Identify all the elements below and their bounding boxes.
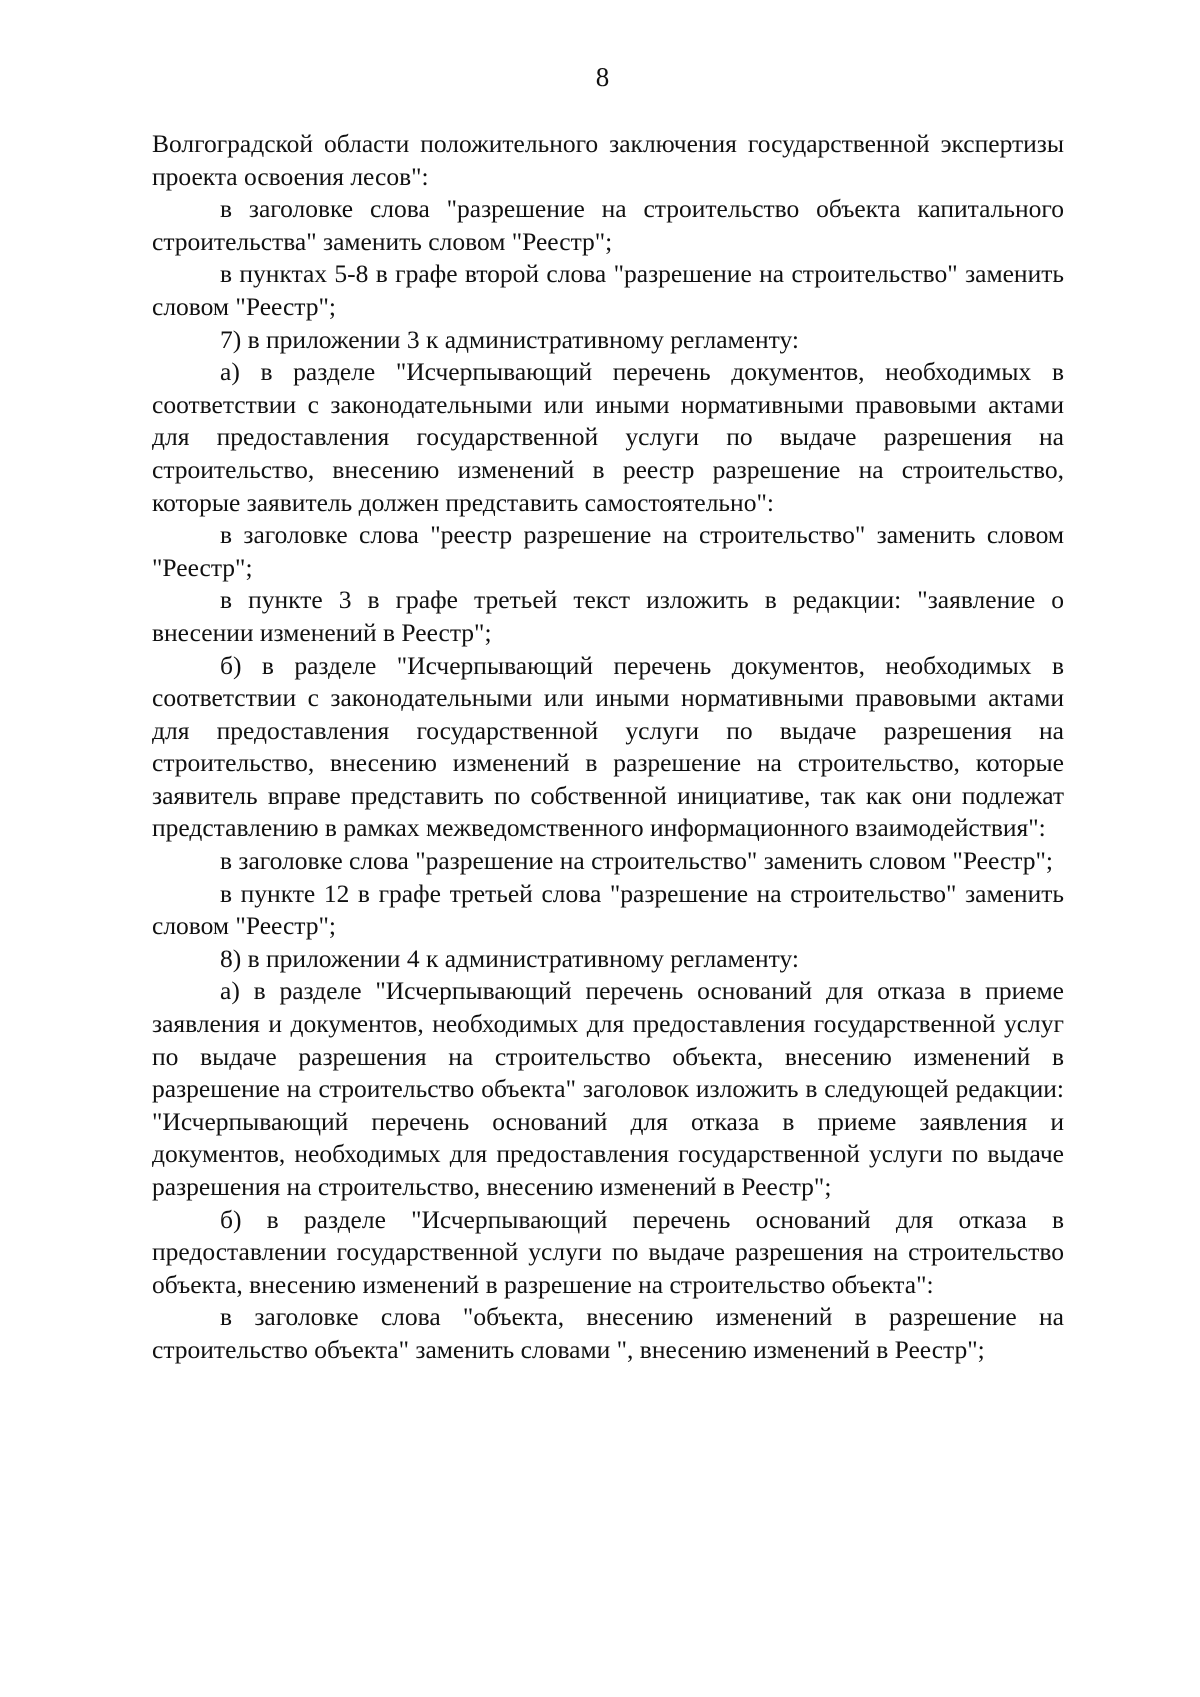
paragraph: в заголовке слова "разрешение на строительство объекта капитального строительства" заменить словом "Реестр"; [152, 194, 1064, 256]
list-item-7: 7) в приложении 3 к административному регламенту: [220, 324, 799, 354]
paragraph: в пункте 12 в графе третьей слова "разрешение на строительство" заменить словом "Реестр"; [152, 878, 1064, 941]
paragraph: в заголовке слова "объекта, внесению изменений в разрешение на строительство объекта" заменить словами ", внесению изменений в Реестр"; [152, 1302, 1064, 1364]
paragraph: в заголовке слова "реестр разрешение на строительство" заменить словом "Реестр"; [152, 520, 1064, 582]
paragraph: а) в разделе "Исчерпывающий перечень документов, необходимых в соответствии с законодательными или иными нормативными правовыми актами для предоставления государственной услуги по выдаче разрешения на строительство, внесению изменений в реестр разрешение на строительство, которые заявитель должен представить самостоятельно": [152, 357, 1064, 517]
paragraph: в пункте 3 в графе третьей текст изложить в редакции: "заявление о внесении изменений в Реестр"; [152, 585, 1064, 647]
document-body [152, 128, 1064, 1367]
paragraph: в пунктах 5-8 в графе второй слова "разрешение на строительство" заменить словом "Реестр"; [152, 259, 1064, 321]
paragraph: б) в разделе "Исчерпывающий перечень документов, необходимых в соответствии с законодательными или иными нормативными правовыми актами для предоставления государственной услуги по выдаче разрешения на строительство, внесению изменений в разрешение на строительство, которые заявитель вправе представить по собственной инициативе, так как они подлежат представлению в рамках межведомственного информационного взаимодействия": [152, 650, 1064, 843]
paragraph: а) в разделе "Исчерпывающий перечень оснований для отказа в приеме заявления и документов, необходимых для предоставления государственной услуг по выдаче разрешения на строительство объекта, внесению изменений в разрешение на строительство объекта" заголовок изложить в следующей редакции: "Исчерпывающий перечень оснований для отказа в приеме заявления и документов, необходимых для предоставления государственной услуги по выдаче разрешения на строительство, внесению изменений в Реестр"; [152, 976, 1064, 1201]
paragraph: б) в разделе "Исчерпывающий перечень оснований для отказа в предоставлении государственной услуги по выдаче разрешения на строительство объекта, внесению изменений в разрешение на строительство объекта": [152, 1204, 1064, 1299]
page-number: 8 [595, 62, 610, 92]
list-item-8: 8) в приложении 4 к административному регламенту: [220, 943, 799, 973]
paragraph: в заголовке слова "разрешение на строительство" заменить словом "Реестр"; [220, 846, 1053, 876]
paragraph: Волгоградской области положительного заключения государственной экспертизы проекта освоения лесов": [152, 129, 1064, 191]
